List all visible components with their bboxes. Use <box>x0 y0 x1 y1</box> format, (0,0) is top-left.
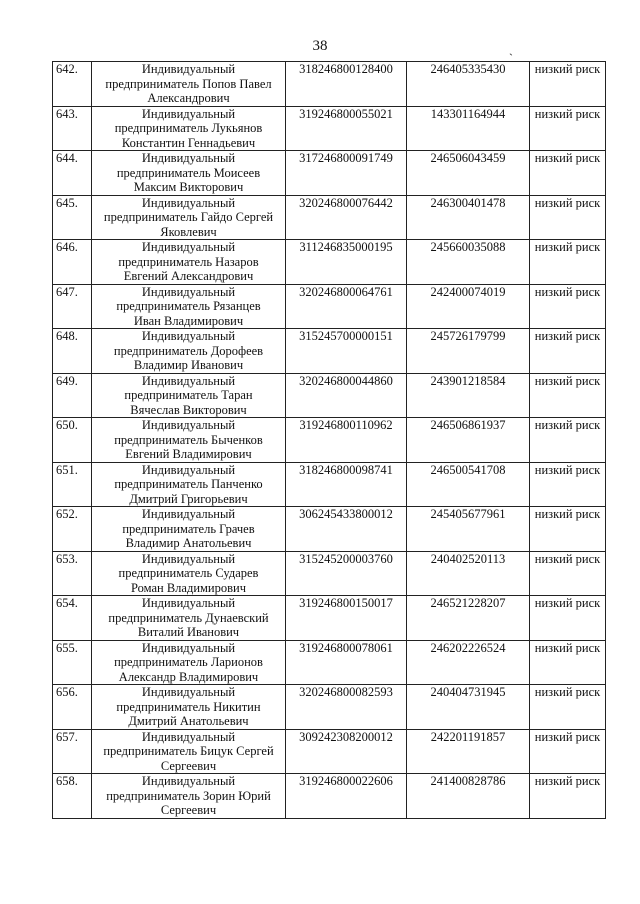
entrepreneur-name <box>92 62 286 107</box>
row-number: 649. <box>53 373 92 418</box>
inn-cell: 242201191857 <box>407 729 530 774</box>
entrepreneur-name <box>92 685 286 730</box>
risk-cell: низкий риск <box>530 106 606 151</box>
ogrn-cell: 320246800044860 <box>286 373 407 418</box>
name-line-1: Индивидуальный <box>141 551 236 566</box>
inn-cell: 143301164944 <box>407 106 530 151</box>
name-line-2: предприниматель Быченков <box>114 432 263 447</box>
row-number: 650. <box>53 418 92 463</box>
name-line-1: Индивидуальный <box>141 596 236 610</box>
risk-cell: низкий риск <box>530 507 606 552</box>
name-line-1: Индивидуальный <box>141 284 236 299</box>
entrepreneur-name <box>92 729 286 774</box>
ogrn-cell: 319246800110962 <box>286 418 407 463</box>
entrepreneur-name <box>92 640 286 685</box>
name-line-3: Евгений Александрович <box>123 269 254 283</box>
risk-cell: низкий риск <box>530 284 606 329</box>
name-line-3: Сергеевич <box>160 803 217 817</box>
risk-cell: низкий риск <box>530 685 606 730</box>
corner-mark: ˏ <box>509 42 513 56</box>
table-row <box>53 373 606 418</box>
name-line-3: Виталий Иванович <box>137 625 240 639</box>
name-line-1: Индивидуальный <box>141 729 236 744</box>
inn-cell: 246405335430 <box>407 62 530 107</box>
table-row <box>53 195 606 240</box>
name-line-3: Владимир Анатольевич <box>125 536 252 550</box>
entrepreneur-name <box>92 462 286 507</box>
page-number: 38 <box>312 38 328 54</box>
table-row <box>53 507 606 552</box>
ogrn-cell: 319246800150017 <box>286 596 407 641</box>
row-number: 652. <box>53 507 92 552</box>
ogrn-cell: 319246800078061 <box>286 640 407 685</box>
entrepreneur-name <box>92 373 286 418</box>
inn-cell: 240402520113 <box>407 551 530 596</box>
risk-cell: низкий риск <box>530 596 606 641</box>
name-line-3: Сергеевич <box>160 758 217 773</box>
name-line-1: Индивидуальный <box>141 373 236 388</box>
row-number: 648. <box>53 329 92 374</box>
table-row <box>53 418 606 463</box>
name-line-2: предприниматель Гайдо Сергей <box>103 210 274 224</box>
name-line-2: предприниматель Бицук Сергей <box>103 744 274 758</box>
name-line-3: Дмитрий Анатольевич <box>128 714 249 728</box>
table-row <box>53 462 606 507</box>
ogrn-cell: 320246800082593 <box>286 685 407 730</box>
row-number: 647. <box>53 284 92 329</box>
inn-cell: 246521228207 <box>407 596 530 641</box>
risk-cell: низкий риск <box>530 729 606 774</box>
name-line-3: Максим Викторович <box>133 180 244 194</box>
name-line-3: Вячеслав Викторович <box>130 402 247 417</box>
name-line-2: предприниматель Лукьянов <box>114 121 263 135</box>
name-line-2: предприниматель Никитин <box>116 699 261 714</box>
name-line-3: Роман Владимирович <box>131 580 246 595</box>
risk-cell: низкий риск <box>530 640 606 685</box>
inn-cell: 241400828786 <box>407 774 530 819</box>
name-line-1: Индивидуальный <box>141 507 236 521</box>
entrepreneur-name <box>92 507 286 552</box>
ogrn-cell: 309242308200012 <box>286 729 407 774</box>
risk-cell: низкий риск <box>530 774 606 819</box>
row-number: 646. <box>53 240 92 285</box>
risk-cell: низкий риск <box>530 195 606 240</box>
name-line-3: Иван Владимирович <box>133 313 244 328</box>
risk-cell: низкий риск <box>530 329 606 374</box>
ogrn-cell: 306245433800012 <box>286 507 407 552</box>
entrepreneur-name <box>92 418 286 463</box>
name-line-1: Индивидуальный <box>141 418 236 432</box>
ogrn-cell: 319246800055021 <box>286 106 407 151</box>
entrepreneur-name <box>92 106 286 151</box>
risk-cell: низкий риск <box>530 373 606 418</box>
name-line-2: предприниматель Моисеев <box>116 165 261 180</box>
name-line-3: Владимир Иванович <box>133 358 244 372</box>
ogrn-cell: 320246800064761 <box>286 284 407 329</box>
table-row <box>53 729 606 774</box>
table-row <box>53 151 606 196</box>
inn-cell: 245405677961 <box>407 507 530 552</box>
name-line-2: предприниматель Рязанцев <box>116 299 261 313</box>
inn-cell: 246506043459 <box>407 151 530 196</box>
name-line-2: предприниматель Таран <box>124 388 253 402</box>
row-number: 653. <box>53 551 92 596</box>
row-number: 658. <box>53 774 92 819</box>
risk-cell: низкий риск <box>530 151 606 196</box>
row-number: 644. <box>53 151 92 196</box>
name-line-3: Дмитрий Григорьевич <box>129 491 248 506</box>
inn-cell: 243901218584 <box>407 373 530 418</box>
table-row <box>53 329 606 374</box>
name-line-1: Индивидуальный <box>141 640 236 655</box>
name-line-2: предприниматель Дорофеев <box>113 343 264 358</box>
ogrn-cell: 317246800091749 <box>286 151 407 196</box>
name-line-2: предприниматель Грачев <box>122 521 255 536</box>
risk-cell: низкий риск <box>530 62 606 107</box>
row-number: 651. <box>53 462 92 507</box>
name-line-3: Александрович <box>147 91 230 105</box>
name-line-1: Индивидуальный <box>141 62 236 76</box>
risk-cell: низкий риск <box>530 462 606 507</box>
name-line-2: предприниматель Панченко <box>114 477 263 491</box>
table-row <box>53 284 606 329</box>
ogrn-cell: 319246800022606 <box>286 774 407 819</box>
entrepreneur-name <box>92 195 286 240</box>
risk-cell: низкий риск <box>530 240 606 285</box>
risk-cell: низкий риск <box>530 551 606 596</box>
row-number: 657. <box>53 729 92 774</box>
ogrn-cell: 311246835000195 <box>286 240 407 285</box>
table-row <box>53 62 606 107</box>
row-number: 642. <box>53 62 92 107</box>
row-number: 654. <box>53 596 92 641</box>
inn-cell: 240404731945 <box>407 685 530 730</box>
row-number: 656. <box>53 685 92 730</box>
table-row <box>53 774 606 819</box>
name-line-1: Индивидуальный <box>141 240 236 254</box>
ogrn-cell: 318246800098741 <box>286 462 407 507</box>
name-line-3: Яковлевич <box>160 224 217 239</box>
table-row <box>53 551 606 596</box>
entrepreneur-name <box>92 151 286 196</box>
name-line-3: Александр Владимирович <box>118 669 259 684</box>
entrepreneur-name <box>92 240 286 285</box>
ogrn-cell: 320246800076442 <box>286 195 407 240</box>
row-number: 643. <box>53 106 92 151</box>
name-line-1: Индивидуальный <box>141 151 236 165</box>
name-line-3: Константин Геннадьевич <box>121 135 256 150</box>
table-row <box>53 106 606 151</box>
ogrn-cell: 318246800128400 <box>286 62 407 107</box>
name-line-1: Индивидуальный <box>141 106 236 121</box>
name-line-2: предприниматель Зорин Юрий <box>106 788 271 803</box>
entrepreneur-name <box>92 329 286 374</box>
registry-table-body <box>53 62 606 819</box>
name-line-3: Евгений Владимирович <box>125 447 252 461</box>
risk-cell: низкий риск <box>530 418 606 463</box>
entrepreneur-name <box>92 284 286 329</box>
ogrn-cell: 315245700000151 <box>286 329 407 374</box>
inn-cell: 246202226524 <box>407 640 530 685</box>
row-number: 655. <box>53 640 92 685</box>
inn-cell: 246300401478 <box>407 195 530 240</box>
entrepreneur-name <box>92 596 286 641</box>
name-line-2: предприниматель Сударев <box>118 566 259 580</box>
name-line-2: предприниматель Назаров <box>118 254 259 269</box>
registry-table <box>52 61 606 819</box>
inn-cell: 246500541708 <box>407 462 530 507</box>
table-row <box>53 240 606 285</box>
name-line-1: Индивидуальный <box>141 774 236 788</box>
table-row <box>53 596 606 641</box>
name-line-1: Индивидуальный <box>141 462 236 477</box>
entrepreneur-name <box>92 551 286 596</box>
inn-cell: 242400074019 <box>407 284 530 329</box>
row-number: 645. <box>53 195 92 240</box>
name-line-2: предприниматель Дунаевский <box>108 610 269 625</box>
name-line-1: Индивидуальный <box>141 685 236 699</box>
ogrn-cell: 315245200003760 <box>286 551 407 596</box>
inn-cell: 245726179799 <box>407 329 530 374</box>
name-line-2: предприниматель Попов Павел <box>105 76 272 91</box>
table-row <box>53 685 606 730</box>
name-line-2: предприниматель Ларионов <box>114 655 263 669</box>
name-line-1: Индивидуальный <box>141 195 236 210</box>
name-line-1: Индивидуальный <box>141 329 236 343</box>
inn-cell: 246506861937 <box>407 418 530 463</box>
table-row <box>53 640 606 685</box>
entrepreneur-name <box>92 774 286 819</box>
inn-cell: 245660035088 <box>407 240 530 285</box>
